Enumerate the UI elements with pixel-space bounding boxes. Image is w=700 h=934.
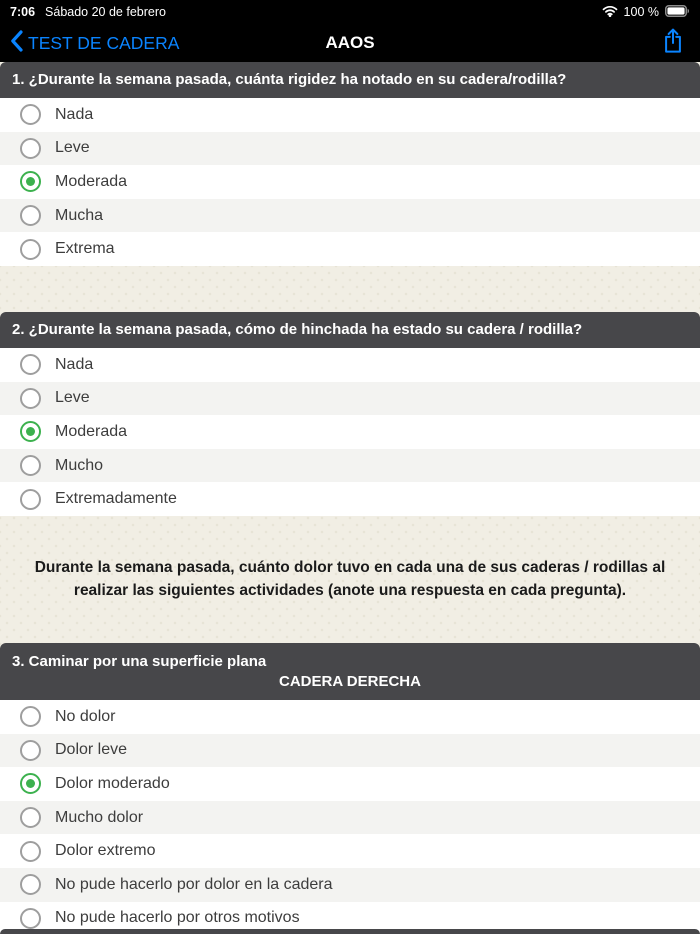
option-row[interactable] bbox=[0, 98, 700, 132]
radio-button[interactable] bbox=[20, 841, 41, 862]
question-header bbox=[0, 312, 700, 348]
back-button[interactable] bbox=[10, 24, 179, 62]
question-title: 2. ¿Durante la semana pasada, cómo de hinchada ha estado su cadera / rodilla? bbox=[12, 320, 583, 338]
radio-button[interactable] bbox=[20, 239, 41, 260]
radio-button[interactable] bbox=[20, 388, 41, 409]
question-options bbox=[0, 98, 700, 266]
option-label: No pude hacerlo por otros motivos bbox=[55, 909, 300, 927]
option-label: Leve bbox=[55, 389, 90, 407]
instruction-text: Durante la semana pasada, cuánto dolor tuvo en cada una de sus caderas / rodillas al realizar las siguientes actividades (anote una respuesta en cada pregunta). bbox=[34, 559, 666, 600]
nav-bar bbox=[0, 24, 700, 62]
question-options bbox=[0, 348, 700, 516]
section-gap bbox=[0, 266, 700, 312]
radio-button[interactable] bbox=[20, 455, 41, 476]
status-left bbox=[10, 5, 166, 19]
option-row[interactable] bbox=[0, 382, 700, 416]
share-icon bbox=[661, 27, 685, 59]
page-title: AAOS bbox=[325, 33, 375, 52]
radio-button[interactable] bbox=[20, 740, 41, 761]
radio-button[interactable] bbox=[20, 874, 41, 895]
option-label: Dolor extremo bbox=[55, 842, 156, 860]
question-section-2 bbox=[0, 312, 700, 516]
option-row[interactable] bbox=[0, 700, 700, 734]
status-date: Sábado 20 de febrero bbox=[45, 5, 166, 19]
back-button-label: TEST DE CADERA bbox=[28, 32, 180, 53]
option-label: Dolor moderado bbox=[55, 774, 170, 792]
option-row[interactable] bbox=[0, 348, 700, 382]
instruction-block bbox=[0, 516, 700, 643]
option-label: Extremadamente bbox=[55, 490, 177, 508]
radio-button[interactable] bbox=[20, 421, 41, 442]
option-label: Mucho dolor bbox=[55, 808, 144, 826]
option-row[interactable] bbox=[0, 834, 700, 868]
option-row[interactable] bbox=[0, 767, 700, 801]
question-title: 1. ¿Durante la semana pasada, cuánta rigidez ha notado en su cadera/rodilla? bbox=[12, 71, 567, 88]
question-title: 3. Caminar por una superficie plana bbox=[12, 652, 267, 670]
share-button[interactable] bbox=[661, 24, 685, 62]
option-label: Moderada bbox=[55, 422, 128, 440]
status-right bbox=[602, 5, 690, 20]
option-row[interactable] bbox=[0, 199, 700, 233]
wifi-icon bbox=[602, 5, 618, 20]
radio-button[interactable] bbox=[20, 354, 41, 375]
radio-button[interactable] bbox=[20, 908, 41, 929]
next-section-header-edge bbox=[0, 929, 700, 934]
clock-time: 7:06 bbox=[10, 5, 36, 19]
question-section-3 bbox=[0, 643, 700, 934]
option-label: Mucho bbox=[55, 456, 104, 474]
option-label: Extrema bbox=[55, 240, 115, 258]
radio-button[interactable] bbox=[20, 171, 41, 192]
option-row[interactable] bbox=[0, 482, 700, 516]
radio-button[interactable] bbox=[20, 773, 41, 794]
option-label: Mucha bbox=[55, 206, 104, 224]
option-row[interactable] bbox=[0, 449, 700, 483]
battery-percent-label: 100 % bbox=[623, 5, 659, 19]
radio-button[interactable] bbox=[20, 205, 41, 226]
option-label: Leve bbox=[55, 139, 90, 157]
option-label: Dolor leve bbox=[55, 741, 128, 759]
question-subheader: CADERA DERECHA bbox=[279, 672, 421, 690]
battery-icon bbox=[665, 5, 690, 20]
option-row[interactable] bbox=[0, 132, 700, 166]
radio-button[interactable] bbox=[20, 489, 41, 510]
option-row[interactable] bbox=[0, 165, 700, 199]
back-chevron-icon bbox=[10, 30, 23, 57]
radio-button[interactable] bbox=[20, 706, 41, 727]
option-label: No dolor bbox=[55, 707, 116, 725]
option-label: Moderada bbox=[55, 172, 128, 190]
status-bar bbox=[0, 0, 700, 24]
option-row[interactable] bbox=[0, 734, 700, 768]
question-header bbox=[0, 62, 700, 98]
option-label: Nada bbox=[55, 355, 94, 373]
question-options bbox=[0, 700, 700, 934]
option-row[interactable] bbox=[0, 801, 700, 835]
question-section-1 bbox=[0, 62, 700, 266]
option-row[interactable] bbox=[0, 232, 700, 266]
option-row[interactable] bbox=[0, 868, 700, 902]
radio-button[interactable] bbox=[20, 104, 41, 125]
option-label: No pude hacerlo por dolor en la cadera bbox=[55, 875, 333, 893]
question-header bbox=[0, 643, 700, 700]
radio-button[interactable] bbox=[20, 807, 41, 828]
option-row[interactable] bbox=[0, 415, 700, 449]
radio-button[interactable] bbox=[20, 138, 41, 159]
option-label: Nada bbox=[55, 105, 94, 123]
